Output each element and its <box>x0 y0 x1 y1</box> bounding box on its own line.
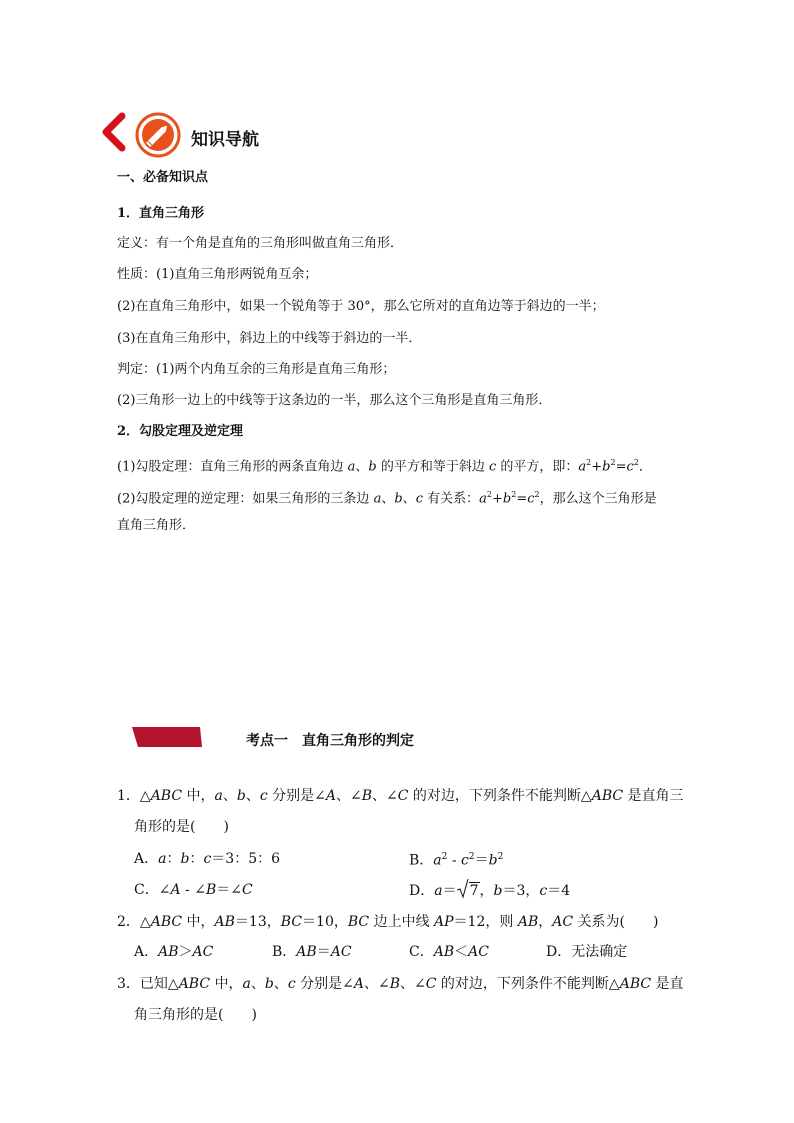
option-d[interactable]: D．a＝ 7，b＝3，c＝4 <box>409 879 570 900</box>
chevron-left-icon <box>98 112 128 152</box>
criterion-text: (2)三角形一边上的中线等于这条边的一半，那么这个三角形是直角三角形． <box>117 393 552 408</box>
option-c[interactable]: C．AB＜AC <box>409 944 489 960</box>
theorem-text: (1)勾股定理：直角三角形的两条直角边 a、b 的平方和等于斜边 c 的平方，即：$a^2+b^2=c^2$． <box>117 458 652 475</box>
banner-shape <box>128 725 204 749</box>
question-3: 3．已知△ABC 中，a、b、c 分别是∠A、∠B、∠C 的对边，下列条件不能判断△ABC 是直 <box>117 976 684 992</box>
pencil-icon <box>134 111 182 159</box>
option-c[interactable]: C．∠A - ∠B＝∠C <box>134 882 253 898</box>
option-d[interactable]: D．无法确定 <box>546 944 628 960</box>
question-3: 角三角形的是( ) <box>134 1007 257 1023</box>
option-b[interactable]: B．AB＝AC <box>272 944 352 960</box>
subsection-title: 2．勾股定理及逆定理 <box>117 424 244 439</box>
question-2: 2．△ABC 中，AB＝13，BC＝10，BC 边上中线 AP＝12，则 AB，AC 关系为( ) <box>117 914 659 930</box>
question-1: 1．△ABC 中，a、b、c 分别是∠A、∠B、∠C 的对边，下列条件不能判断△ABC 是直角三 <box>117 788 684 804</box>
definition-text: 定义：有一个角是直角的三角形叫做直角三角形． <box>117 236 404 251</box>
banner-title: 考点一 直角三角形的判定 <box>246 733 414 749</box>
section-heading: 一、必备知识点 <box>117 170 209 185</box>
converse-text: (2)勾股定理的逆定理：如果三角形的三条边 a、b、c 有关系：$a^2+b^2=c^2$，那么这个三角形是 <box>117 490 657 507</box>
option-a[interactable]: A．AB＞AC <box>134 944 214 960</box>
subsection-title: 1．直角三角形 <box>117 206 205 221</box>
question-1: 角形的是( ) <box>134 819 229 835</box>
criterion-text: 判定：(1)两个内角互余的三角形是直角三角形； <box>117 362 396 377</box>
converse-text: 直角三角形． <box>117 518 196 533</box>
property-text: (2)在直角三角形中，如果一个锐角等于 30°，那么它所对的直角边等于斜边的一半； <box>117 299 605 314</box>
property-text: (3)在直角三角形中，斜边上的中线等于斜边的一半． <box>117 331 422 346</box>
option-a[interactable]: A．a：b：c＝3：5：6 <box>134 851 281 867</box>
page-title: 知识导航 <box>191 130 259 150</box>
option-b[interactable]: B．$a^2 - c^2=b^2$ <box>409 852 504 869</box>
property-text: 性质：(1)直角三角形两锐角互余； <box>117 267 318 282</box>
